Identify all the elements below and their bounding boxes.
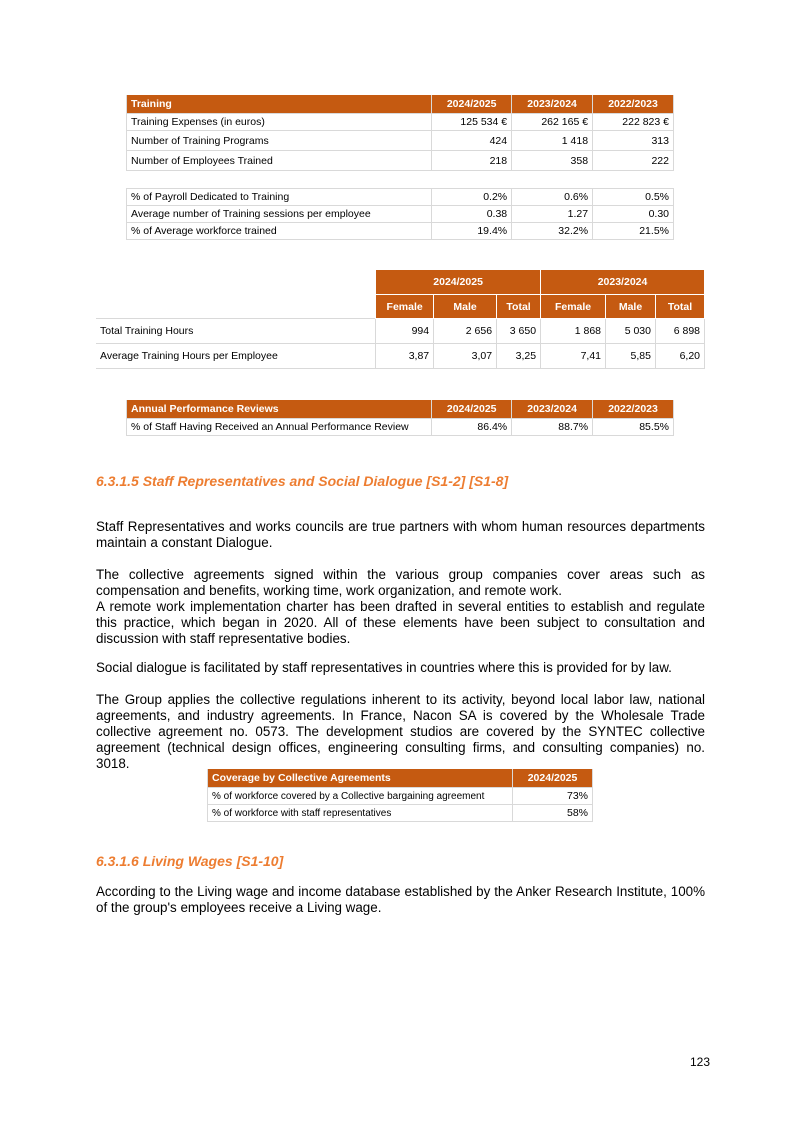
table-header-row (127, 95, 674, 114)
period-header-row (96, 270, 705, 295)
table-cell: 86.4% (432, 419, 512, 436)
table-cell: 3,25 (497, 344, 541, 369)
table-cell: 3,87 (376, 344, 434, 369)
table-cell: 0.30 (593, 206, 674, 223)
table-header-row (208, 769, 593, 788)
section-heading: 6.3.1.5 Staff Representatives and Social Dialogue [S1-2] [S1-8] (96, 473, 509, 489)
table-row (127, 131, 674, 151)
table-cell: 0.38 (432, 206, 512, 223)
table-header: 2022/2023 (593, 400, 674, 419)
table-cell: Number of Employees Trained (127, 151, 432, 171)
table-cell: 5,85 (606, 344, 656, 369)
table-cell: 125 534 € (432, 114, 512, 131)
body-paragraph: Social dialogue is facilitated by staff representatives in countries where this is provided for by law. (96, 660, 672, 675)
table-cell: 0.2% (432, 189, 512, 206)
table-cell: Average number of Training sessions per employee (127, 206, 432, 223)
row-label: Total Training Hours (96, 319, 376, 344)
table-header: Training (127, 95, 432, 114)
body-paragraph: According to the Living wage and income database established by the Anker Research Institute, 100% of the group's employees receive a Living wage. (96, 884, 705, 915)
table-row (127, 189, 674, 206)
table-cell: 5 030 (606, 319, 656, 344)
body-paragraph: The Group applies the collective regulations inherent to its activity, beyond local labor law, national agreements, and industry agreements. In France, Nacon SA is covered by the Wholesale Trade collective agreement no. 0573. The development studios are covered by the SYNTEC collective agreement (technical design offices, engineering consulting firms, and consulting companies) no. 3018. (96, 692, 705, 771)
table-header: Coverage by Collective Agreements (208, 769, 513, 788)
table-header: 2024/2025 (513, 769, 593, 788)
table-header: 2023/2024 (512, 400, 593, 419)
table-cell: 424 (432, 131, 512, 151)
table-cell: 313 (593, 131, 674, 151)
table-cell: 2 656 (434, 319, 497, 344)
table-cell: 6,20 (655, 344, 704, 369)
body-paragraph: A remote work implementation charter has been drafted in several entities to establish and regulate this practice, which began in 2020. All of these elements have been subject to consultation and discussion with staff representative bodies. (96, 599, 705, 646)
table-row (208, 805, 593, 822)
table-header: 2022/2023 (593, 95, 674, 114)
gender-header-row (96, 295, 705, 319)
table-cell: % of Average workforce trained (127, 223, 432, 240)
gender-header: Total (655, 295, 704, 319)
table-cell: 994 (376, 319, 434, 344)
table-cell: 0.5% (593, 189, 674, 206)
table-cell: 1 418 (512, 131, 593, 151)
table-cell: % of Payroll Dedicated to Training (127, 189, 432, 206)
table-cell: 3,07 (434, 344, 497, 369)
period-header: 2023/2024 (541, 270, 705, 295)
table-cell: 222 (593, 151, 674, 171)
table-cell: 85.5% (593, 419, 674, 436)
table-row (127, 419, 674, 436)
table-cell: 222 823 € (593, 114, 674, 131)
table-cell: 0.6% (512, 189, 593, 206)
gender-header: Male (606, 295, 656, 319)
gender-header: Female (541, 295, 606, 319)
table-cell: Training Expenses (in euros) (127, 114, 432, 131)
table-cell: % of Staff Having Received an Annual Performance Review (127, 419, 432, 436)
table-spacer (127, 171, 674, 189)
table-header: Annual Performance Reviews (127, 400, 432, 419)
table-cell: 19.4% (432, 223, 512, 240)
section-heading: 6.3.1.6 Living Wages [S1-10] (96, 853, 284, 869)
training-table (126, 95, 674, 240)
table-header: 2023/2024 (512, 95, 593, 114)
gender-header: Total (497, 295, 541, 319)
table-cell: 218 (432, 151, 512, 171)
table-row (96, 319, 705, 344)
performance-reviews-table (126, 400, 674, 436)
table-row (127, 206, 674, 223)
table-header: 2024/2025 (432, 95, 512, 114)
table-header-row (127, 400, 674, 419)
table-cell: 358 (512, 151, 593, 171)
period-header: 2024/2025 (376, 270, 541, 295)
table-cell: 32.2% (512, 223, 593, 240)
table-row (127, 151, 674, 171)
table-cell: 6 898 (655, 319, 704, 344)
body-paragraph: The collective agreements signed within the various group companies cover areas such as compensation and benefits, working time, work organization, and remote work. (96, 567, 705, 598)
table-cell: 88.7% (512, 419, 593, 436)
table-cell: Number of Training Programs (127, 131, 432, 151)
table-cell: % of workforce covered by a Collective bargaining agreement (208, 788, 513, 805)
table-cell: % of workforce with staff representatives (208, 805, 513, 822)
table-cell: 262 165 € (512, 114, 593, 131)
row-label: Average Training Hours per Employee (96, 344, 376, 369)
body-paragraph: Staff Representatives and works councils are true partners with whom human resources departments maintain a constant Dialogue. (96, 519, 705, 550)
table-row (96, 344, 705, 369)
table-cell: 58% (513, 805, 593, 822)
table-row (127, 223, 674, 240)
gender-header: Female (376, 295, 434, 319)
training-hours-table (96, 269, 705, 369)
table-header: 2024/2025 (432, 400, 512, 419)
table-cell: 1 868 (541, 319, 606, 344)
gender-header: Male (434, 295, 497, 319)
table-cell: 73% (513, 788, 593, 805)
table-row (208, 788, 593, 805)
table-row (127, 114, 674, 131)
table-cell: 21.5% (593, 223, 674, 240)
page-number: 123 (689, 1055, 710, 1069)
coverage-table (207, 769, 593, 822)
table-cell: 3 650 (497, 319, 541, 344)
table-cell: 1.27 (512, 206, 593, 223)
table-cell: 7,41 (541, 344, 606, 369)
